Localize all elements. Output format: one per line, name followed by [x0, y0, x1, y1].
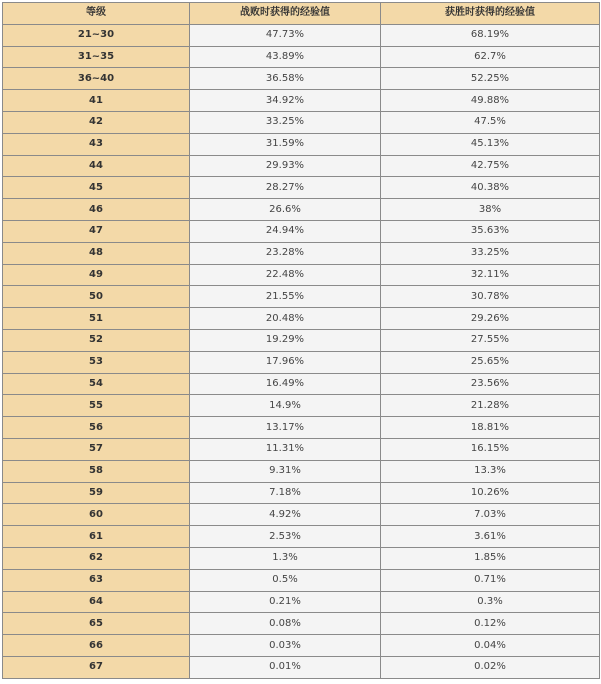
- cell-level: 50: [3, 286, 190, 308]
- table-row: [3, 155, 600, 177]
- cell-exp-victory: 47.5%: [381, 111, 600, 133]
- table-row: [3, 460, 600, 482]
- cell-level: 61: [3, 526, 190, 548]
- table-row: [3, 308, 600, 330]
- cell-exp-victory: 27.55%: [381, 329, 600, 351]
- cell-exp-defeat: 20.48%: [190, 308, 381, 330]
- table-row: [3, 613, 600, 635]
- cell-level: 43: [3, 133, 190, 155]
- cell-exp-victory: 13.3%: [381, 460, 600, 482]
- cell-level: 64: [3, 591, 190, 613]
- table-row: [3, 286, 600, 308]
- cell-exp-defeat: 4.92%: [190, 504, 381, 526]
- cell-exp-victory: 1.85%: [381, 547, 600, 569]
- cell-exp-victory: 35.63%: [381, 220, 600, 242]
- cell-level: 48: [3, 242, 190, 264]
- cell-level: 66: [3, 635, 190, 657]
- cell-exp-defeat: 14.9%: [190, 395, 381, 417]
- table-row: [3, 373, 600, 395]
- cell-level: 65: [3, 613, 190, 635]
- table-row: [3, 46, 600, 68]
- table-row: [3, 482, 600, 504]
- table-row: [3, 569, 600, 591]
- cell-exp-defeat: 13.17%: [190, 417, 381, 439]
- cell-exp-victory: 21.28%: [381, 395, 600, 417]
- cell-exp-victory: 25.65%: [381, 351, 600, 373]
- table-row: [3, 242, 600, 264]
- cell-level: 45: [3, 177, 190, 199]
- cell-exp-defeat: 0.5%: [190, 569, 381, 591]
- cell-exp-victory: 68.19%: [381, 24, 600, 46]
- cell-exp-victory: 40.38%: [381, 177, 600, 199]
- cell-exp-victory: 30.78%: [381, 286, 600, 308]
- table-row: [3, 438, 600, 460]
- cell-level: 62: [3, 547, 190, 569]
- cell-exp-defeat: 16.49%: [190, 373, 381, 395]
- table-row: [3, 90, 600, 112]
- cell-exp-victory: 0.02%: [381, 656, 600, 678]
- header-level: 等级: [3, 3, 190, 25]
- table-row: [3, 526, 600, 548]
- cell-level: 51: [3, 308, 190, 330]
- cell-exp-defeat: 29.93%: [190, 155, 381, 177]
- cell-level: 56: [3, 417, 190, 439]
- cell-exp-defeat: 34.92%: [190, 90, 381, 112]
- header-exp-defeat: 战败时获得的经验值: [190, 3, 381, 25]
- table-row: [3, 635, 600, 657]
- cell-exp-victory: 0.04%: [381, 635, 600, 657]
- cell-exp-victory: 45.13%: [381, 133, 600, 155]
- cell-exp-defeat: 1.3%: [190, 547, 381, 569]
- exp-table: [2, 2, 600, 679]
- table-row: [3, 111, 600, 133]
- cell-exp-victory: 3.61%: [381, 526, 600, 548]
- cell-level: 67: [3, 656, 190, 678]
- cell-exp-defeat: 47.73%: [190, 24, 381, 46]
- cell-exp-victory: 18.81%: [381, 417, 600, 439]
- cell-exp-victory: 42.75%: [381, 155, 600, 177]
- cell-exp-defeat: 7.18%: [190, 482, 381, 504]
- table-row: [3, 591, 600, 613]
- cell-exp-defeat: 2.53%: [190, 526, 381, 548]
- header-exp-victory: 获胜时获得的经验值: [381, 3, 600, 25]
- cell-exp-victory: 49.88%: [381, 90, 600, 112]
- cell-exp-victory: 0.3%: [381, 591, 600, 613]
- cell-exp-defeat: 0.01%: [190, 656, 381, 678]
- table-row: [3, 133, 600, 155]
- cell-exp-defeat: 26.6%: [190, 199, 381, 221]
- table-row: [3, 417, 600, 439]
- cell-level: 21~30: [3, 24, 190, 46]
- table-row: [3, 220, 600, 242]
- cell-exp-defeat: 0.08%: [190, 613, 381, 635]
- table-row: [3, 351, 600, 373]
- cell-level: 53: [3, 351, 190, 373]
- cell-level: 42: [3, 111, 190, 133]
- cell-exp-defeat: 43.89%: [190, 46, 381, 68]
- cell-exp-victory: 38%: [381, 199, 600, 221]
- cell-level: 58: [3, 460, 190, 482]
- cell-level: 36~40: [3, 68, 190, 90]
- cell-level: 63: [3, 569, 190, 591]
- cell-exp-victory: 0.12%: [381, 613, 600, 635]
- cell-level: 47: [3, 220, 190, 242]
- cell-exp-defeat: 31.59%: [190, 133, 381, 155]
- table-row: [3, 199, 600, 221]
- table-row: [3, 68, 600, 90]
- cell-exp-defeat: 23.28%: [190, 242, 381, 264]
- exp-table-header: [3, 3, 600, 25]
- cell-exp-defeat: 24.94%: [190, 220, 381, 242]
- cell-level: 57: [3, 438, 190, 460]
- cell-exp-defeat: 0.03%: [190, 635, 381, 657]
- header-row: [3, 3, 600, 25]
- exp-table-container: [2, 2, 599, 679]
- cell-exp-victory: 16.15%: [381, 438, 600, 460]
- cell-exp-defeat: 19.29%: [190, 329, 381, 351]
- cell-exp-defeat: 36.58%: [190, 68, 381, 90]
- cell-exp-victory: 33.25%: [381, 242, 600, 264]
- exp-table-body: [3, 24, 600, 678]
- cell-level: 55: [3, 395, 190, 417]
- cell-exp-defeat: 17.96%: [190, 351, 381, 373]
- table-row: [3, 177, 600, 199]
- cell-exp-victory: 10.26%: [381, 482, 600, 504]
- cell-level: 59: [3, 482, 190, 504]
- cell-exp-victory: 52.25%: [381, 68, 600, 90]
- table-row: [3, 24, 600, 46]
- cell-level: 44: [3, 155, 190, 177]
- table-row: [3, 504, 600, 526]
- cell-exp-defeat: 9.31%: [190, 460, 381, 482]
- cell-level: 41: [3, 90, 190, 112]
- cell-level: 49: [3, 264, 190, 286]
- cell-exp-defeat: 11.31%: [190, 438, 381, 460]
- table-row: [3, 264, 600, 286]
- cell-exp-defeat: 21.55%: [190, 286, 381, 308]
- cell-level: 54: [3, 373, 190, 395]
- cell-exp-defeat: 28.27%: [190, 177, 381, 199]
- cell-exp-defeat: 22.48%: [190, 264, 381, 286]
- table-row: [3, 329, 600, 351]
- cell-exp-victory: 23.56%: [381, 373, 600, 395]
- cell-exp-victory: 7.03%: [381, 504, 600, 526]
- table-row: [3, 656, 600, 678]
- cell-level: 46: [3, 199, 190, 221]
- cell-exp-defeat: 33.25%: [190, 111, 381, 133]
- cell-exp-victory: 32.11%: [381, 264, 600, 286]
- cell-exp-victory: 62.7%: [381, 46, 600, 68]
- cell-level: 60: [3, 504, 190, 526]
- table-row: [3, 547, 600, 569]
- cell-exp-victory: 29.26%: [381, 308, 600, 330]
- cell-exp-defeat: 0.21%: [190, 591, 381, 613]
- cell-exp-victory: 0.71%: [381, 569, 600, 591]
- table-row: [3, 395, 600, 417]
- cell-level: 31~35: [3, 46, 190, 68]
- cell-level: 52: [3, 329, 190, 351]
